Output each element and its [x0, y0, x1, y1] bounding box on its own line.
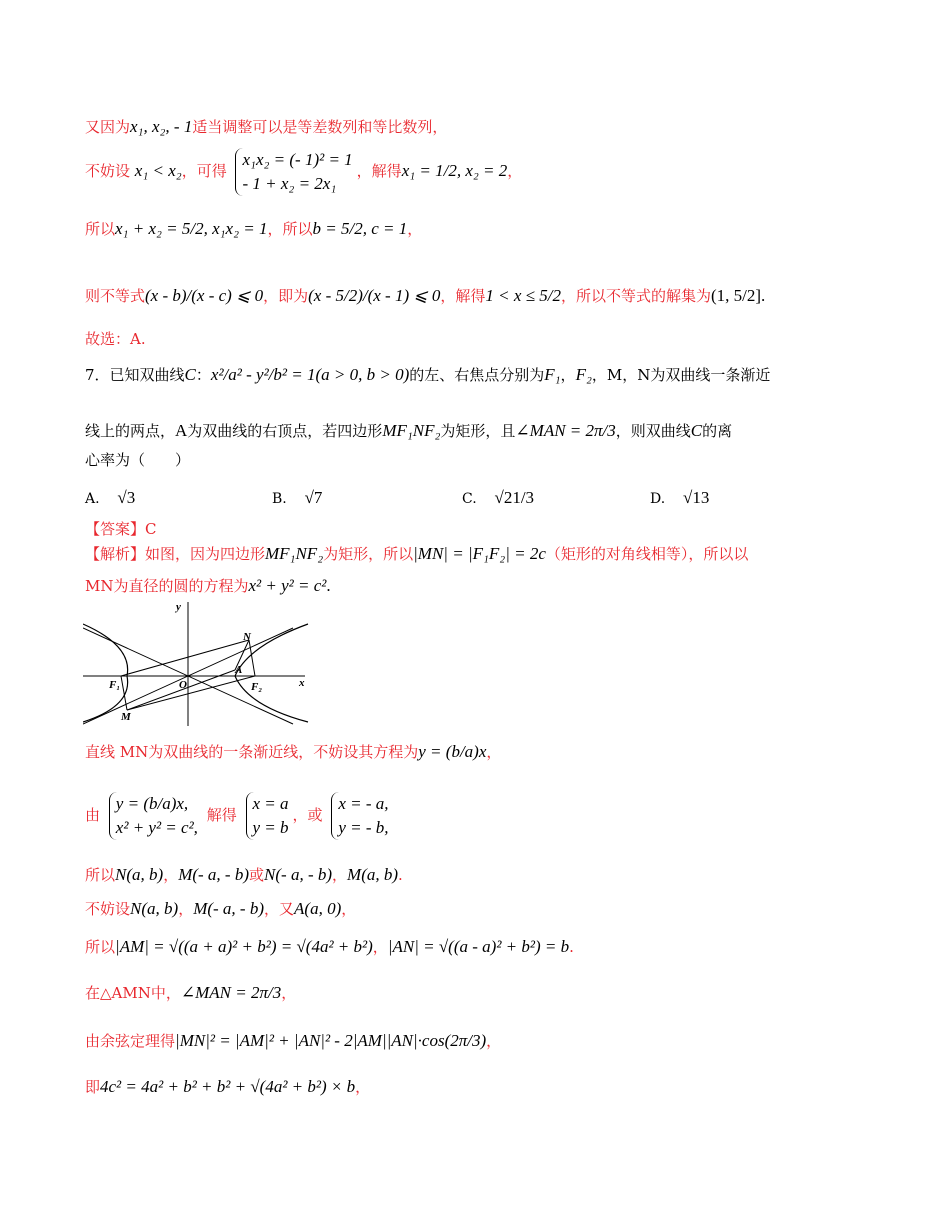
- text: 则不等式: [85, 287, 146, 305]
- point-a: A: [175, 421, 188, 440]
- text: 解得: [206, 806, 237, 824]
- point: N(- a, - b): [264, 865, 333, 884]
- text: .: [326, 576, 331, 595]
- cosine-law: |MN|² = |AM|² + |AN|² - 2|AM||AN|·cos(2π/3): [175, 1031, 487, 1050]
- text: ，: [281, 984, 297, 1002]
- result: b = 5/2, c = 1: [312, 219, 408, 238]
- text: 的左、右焦点分别为: [409, 366, 545, 384]
- eq: x₁x₂ = (- 1)² = 1: [242, 150, 353, 169]
- text: ，可得: [181, 162, 227, 180]
- curve-c: C: [690, 421, 703, 440]
- option-value: √3: [117, 488, 136, 507]
- focus-f2: F₂: [575, 365, 592, 384]
- option-label: C.: [462, 491, 477, 507]
- hyperbola-figure: [83, 598, 313, 728]
- option-value: √13: [683, 488, 710, 507]
- text: .: [569, 938, 574, 956]
- point: N(a, b): [130, 899, 179, 918]
- analysis-line-1: [85, 543, 748, 565]
- label-x: x: [299, 677, 305, 689]
- equation: x₁ + x₂ = 5/2, x₁x₂ = 1: [115, 219, 268, 238]
- solution-line-3: [85, 864, 403, 886]
- point: M(- a, - b): [178, 865, 250, 884]
- equation: |MN| = |F₁F₂| = 2c: [413, 544, 546, 563]
- text: 直线 MN为双曲线的一条渐近线，不妨设其方程为: [85, 743, 419, 761]
- label-n: N: [243, 631, 251, 643]
- solution-line-5: [85, 936, 574, 958]
- text: ，: [486, 743, 502, 761]
- text: ，M，N为双曲线一条渐近: [591, 366, 771, 384]
- text: 为双曲线的右顶点，若四边形: [187, 422, 383, 440]
- text: ，所以不等式的解集为: [560, 287, 711, 305]
- result: x₁ = 1/2, x₂ = 2: [401, 161, 508, 180]
- solution-system-1: [246, 792, 289, 840]
- point: N(a, b): [115, 865, 164, 884]
- text: 或: [249, 866, 265, 884]
- text: 所以: [85, 938, 116, 956]
- equation-system: [109, 792, 198, 840]
- line-1: [85, 116, 447, 138]
- text: 所以: [85, 220, 116, 238]
- text: .: [761, 286, 766, 305]
- result: 1 < x ≤ 5/2: [485, 286, 561, 305]
- option-b[interactable]: [272, 488, 322, 508]
- math-x1-x2: x₁, x₂, - 1: [130, 117, 193, 136]
- text: ，: [507, 162, 523, 180]
- option-label: D.: [650, 491, 666, 507]
- text: ，: [355, 1078, 371, 1096]
- question-7-line-3: 心率为（ ）: [85, 451, 191, 469]
- text: 由余弦定理得: [85, 1032, 176, 1050]
- point: M(- a, - b): [193, 899, 265, 918]
- hyperbola-equation: x²/a² - y²/b² = 1(a > 0, b > 0): [210, 365, 410, 384]
- solution-line-2: [85, 792, 393, 840]
- condition: x₁ < x₂: [134, 161, 182, 180]
- line-2: [85, 148, 522, 196]
- circle-equation: x² + y² = c²: [248, 576, 327, 595]
- eq: y = b: [252, 818, 289, 837]
- option-label: A.: [85, 491, 100, 507]
- eq: y = (b/a)x,: [115, 794, 189, 813]
- solution-line-6: [85, 982, 296, 1004]
- inequality: (x - b)/(x - c) ⩽ 0: [145, 286, 264, 305]
- text: 的离: [702, 422, 733, 440]
- point: A(a, 0): [294, 899, 342, 918]
- label-a: A: [235, 664, 243, 676]
- equation: |AM| = √((a + a)² + b²) = √(4a² + b²): [115, 937, 373, 956]
- option-label: B.: [272, 491, 287, 507]
- text: 不妨设: [85, 162, 131, 180]
- line-5: 故选：A.: [85, 330, 146, 348]
- text: 为矩形，且: [440, 422, 516, 440]
- option-value: √7: [304, 488, 323, 507]
- text: ，或: [292, 806, 323, 824]
- text: ，: [332, 866, 348, 884]
- equation-system: [235, 148, 352, 196]
- inequality: (x - 5/2)/(x - 1) ⩽ 0: [308, 286, 441, 305]
- quadrilateral: MF₁NF₂: [265, 544, 324, 563]
- angle: ∠MAN = 2π/3: [180, 983, 282, 1002]
- text: 所以: [85, 866, 116, 884]
- text: 为矩形，所以: [323, 545, 414, 563]
- eq: x² + y² = c²,: [115, 818, 198, 837]
- segment-f1n: [121, 640, 249, 676]
- text: ，所以: [267, 220, 313, 238]
- solution-line-1: [85, 741, 501, 763]
- focus-f1: F₁: [544, 365, 561, 384]
- text: .: [398, 866, 403, 884]
- angle: ∠MAN = 2π/3: [515, 421, 616, 440]
- option-value: √21/3: [494, 488, 535, 507]
- text: ：: [195, 366, 211, 384]
- solution-system-2: [331, 792, 388, 840]
- text: （矩形的对角线相等），所以以: [545, 545, 749, 563]
- question-7-line-1: [85, 364, 770, 386]
- answer: 【答案】C: [85, 520, 157, 538]
- text: MN为直径的圆的方程为: [85, 577, 249, 595]
- text: 在△AMN中，: [85, 984, 181, 1002]
- text: ，: [560, 366, 576, 384]
- label-o: O: [179, 679, 187, 691]
- line-4: [85, 285, 765, 307]
- eq: x = - a,: [338, 794, 389, 813]
- text: 【解析】如图，因为四边形: [85, 545, 266, 563]
- equation: |AN| = √((a - a)² + b²) = b: [387, 937, 570, 956]
- solution-set: (1, 5/2]: [710, 286, 762, 305]
- label-m: M: [121, 711, 131, 723]
- curve-c: C: [184, 365, 196, 384]
- text: ，: [372, 938, 388, 956]
- text: ，则双曲线: [615, 422, 691, 440]
- text: 不妨设: [85, 900, 131, 918]
- analysis-line-2: [85, 575, 331, 597]
- segment-mf2: [127, 676, 255, 710]
- eq: - 1 + x₂ = 2x₁: [242, 174, 337, 193]
- asymptote-equation: y = (b/a)x: [418, 742, 487, 761]
- option-d[interactable]: [650, 488, 709, 508]
- solution-line-8: [85, 1076, 370, 1098]
- label-f1: F₁: [109, 679, 121, 691]
- text: 7．已知双曲线: [85, 366, 185, 384]
- text: ，: [341, 900, 357, 918]
- text: ，又: [264, 900, 295, 918]
- option-c[interactable]: [462, 488, 534, 508]
- question-7-line-2: [85, 420, 732, 442]
- label-y: y: [176, 601, 181, 613]
- text: ，: [163, 866, 179, 884]
- text: ，: [178, 900, 194, 918]
- text: ，即为: [263, 287, 309, 305]
- text: ，: [407, 220, 423, 238]
- text: 适当调整可以是等差数列和等比数列，: [192, 118, 448, 136]
- line-3: [85, 218, 422, 240]
- point: M(a, b): [347, 865, 399, 884]
- text: 线上的两点，: [85, 422, 176, 440]
- option-a[interactable]: [85, 488, 135, 508]
- text: 由: [85, 806, 101, 824]
- solution-line-7: [85, 1030, 501, 1052]
- eq: y = - b,: [338, 818, 389, 837]
- text: ，解得: [440, 287, 486, 305]
- text: 又因为: [85, 118, 131, 136]
- eq: x = a: [252, 794, 289, 813]
- text: ，解得: [356, 162, 402, 180]
- quadrilateral: MF₁NF₂: [382, 421, 441, 440]
- text: 即: [85, 1078, 101, 1096]
- solution-line-4: [85, 898, 356, 920]
- text: ，: [486, 1032, 502, 1050]
- label-f2: F₂: [251, 681, 263, 693]
- equation: 4c² = 4a² + b² + b² + √(4a² + b²) × b: [100, 1077, 356, 1096]
